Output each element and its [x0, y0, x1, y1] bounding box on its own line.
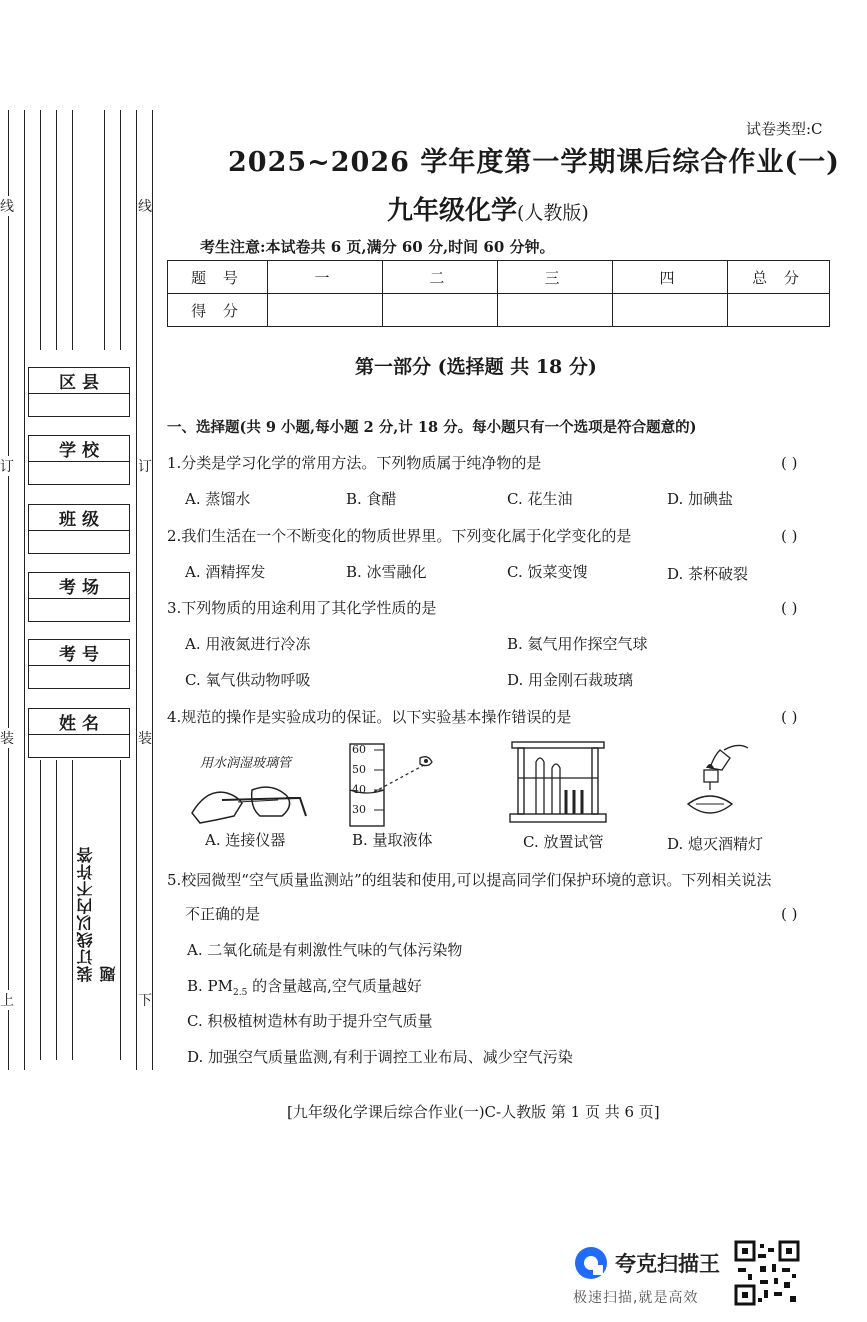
- binding-line: [40, 110, 41, 350]
- option: B. 食醋: [346, 490, 397, 508]
- part-heading: 第一部分 (选择题 共 18 分): [355, 356, 597, 378]
- option: B. 氦气用作探空气球: [507, 635, 648, 653]
- field-label: 区 县: [29, 368, 129, 394]
- section-intro: 一、选择题(共 9 小题,每小题 2 分,计 18 分。每小题只有一个选项是符合题意的): [167, 419, 697, 436]
- field-name[interactable]: [28, 708, 130, 758]
- score-cell: 四: [613, 261, 728, 294]
- question-stem-continued: 不正确的是: [185, 905, 261, 923]
- score-cell: 二: [383, 261, 498, 294]
- figure-connect-instrument: [182, 768, 312, 828]
- exam-notice: 考生注意:本试卷共 6 页,满分 60 分,时间 60 分钟。: [200, 238, 555, 256]
- figure-caption: A. 连接仪器: [205, 831, 286, 849]
- question-stem: 1.分类是学习化学的常用方法。下列物质属于纯净物的是: [167, 454, 542, 472]
- field-district[interactable]: [28, 367, 130, 417]
- scanner-name: 夸克扫描王: [615, 1252, 720, 1276]
- score-table-header-row: [168, 261, 830, 294]
- binding-warning: 装订线以内不许答题: [76, 846, 118, 982]
- subtitle-subject: 九年级化学: [387, 196, 518, 226]
- page-footer: [九年级化学课后综合作业(一)C-人教版 第 1 页 共 6 页]: [287, 1103, 660, 1121]
- binding-line: [120, 760, 121, 1060]
- figure-caption: B. 量取液体: [352, 831, 433, 849]
- score-cell: 题 号: [168, 261, 268, 294]
- binding-line: [56, 760, 57, 1060]
- question-stem: 3.下列物质的用途利用了其化学性质的是: [167, 599, 437, 617]
- cylinder-tick-label: 40: [352, 783, 366, 796]
- binding-mark-left: 上: [0, 990, 14, 1010]
- score-input-cell[interactable]: [498, 294, 613, 327]
- score-cell: 一: [268, 261, 383, 294]
- option: D. 茶杯破裂: [667, 565, 749, 583]
- score-input-cell[interactable]: [268, 294, 383, 327]
- binding-line: [72, 110, 73, 350]
- option-b-tail: 的含量越高,空气质量越好: [247, 977, 422, 995]
- score-table: [167, 260, 830, 327]
- figure-caption: C. 放置试管: [523, 833, 604, 851]
- field-label: 班 级: [29, 505, 129, 531]
- option: A. 蒸馏水: [185, 490, 251, 508]
- subtitle: [387, 190, 589, 227]
- answer-blank[interactable]: ( ): [781, 905, 798, 923]
- binding-mark-left: 装: [0, 728, 14, 748]
- option: D. 加强空气质量监测,有利于调控工业布局、减少空气污染: [187, 1048, 573, 1066]
- binding-mark-right: 装: [138, 728, 152, 748]
- cylinder-tick-label: 30: [352, 803, 366, 816]
- option: A. 二氧化硫是有刺激性气味的气体污染物: [187, 941, 463, 959]
- scanner-slogan: 极速扫描,就是高效: [573, 1290, 699, 1306]
- binding-line: [136, 110, 137, 1070]
- score-cell: 三: [498, 261, 613, 294]
- figure-caption: D. 熄灭酒精灯: [667, 835, 764, 853]
- qr-code-icon: [734, 1240, 800, 1306]
- option: D. 用金刚石裁玻璃: [507, 671, 634, 689]
- paper-type: 试卷类型:C: [746, 120, 823, 138]
- question-stem: 2.我们生活在一个不断变化的物质世界里。下列变化属于化学变化的是: [167, 527, 632, 545]
- score-input-cell[interactable]: [728, 294, 830, 327]
- option: B. 冰雪融化: [346, 563, 427, 581]
- field-class[interactable]: [28, 504, 130, 554]
- binding-line: [120, 110, 121, 350]
- field-label: 姓 名: [29, 709, 129, 735]
- scanner-watermark: [573, 1245, 720, 1307]
- binding-line: [104, 110, 105, 350]
- field-label: 考 场: [29, 573, 129, 599]
- binding-mark-right: 下: [138, 990, 152, 1010]
- option: A. 酒精挥发: [185, 563, 266, 581]
- cylinder-tick-label: 50: [352, 763, 366, 776]
- field-exam-number[interactable]: [28, 639, 130, 689]
- option: C. 花生油: [507, 490, 573, 508]
- question-stem: 4.规范的操作是实验成功的保证。以下实验基本操作错误的是: [167, 708, 572, 726]
- score-cell: 总 分: [728, 261, 830, 294]
- binding-line: [152, 110, 153, 1070]
- answer-blank[interactable]: ( ): [781, 527, 798, 545]
- binding-mark-right: 线: [138, 196, 152, 216]
- field-label: 学 校: [29, 436, 129, 462]
- page-title: 2025~2026 学年度第一学期课后综合作业(一): [228, 147, 840, 178]
- binding-line: [56, 110, 57, 350]
- scanner-logo-icon: [573, 1245, 609, 1281]
- pm-subscript: 2.5: [233, 988, 248, 998]
- option: C. 积极植树造林有助于提升空气质量: [187, 1012, 433, 1030]
- field-label: 考 号: [29, 640, 129, 666]
- answer-blank[interactable]: ( ): [781, 599, 798, 617]
- option: C. 氧气供动物呼吸: [185, 671, 311, 689]
- binding-line: [8, 110, 9, 1070]
- score-input-cell[interactable]: [613, 294, 728, 327]
- figure-a-note: 用水润湿玻璃管: [200, 756, 292, 771]
- binding-mark-right: 订: [138, 456, 152, 476]
- answer-blank[interactable]: ( ): [781, 454, 798, 472]
- cylinder-tick-label: 60: [352, 743, 366, 756]
- binding-line: [40, 760, 41, 1060]
- option-b-text: B. PM: [187, 977, 234, 995]
- field-school[interactable]: [28, 435, 130, 485]
- option: D. 加碘盐: [667, 490, 734, 508]
- binding-line: [24, 110, 25, 1070]
- figure-test-tube-rack: [508, 738, 608, 828]
- subtitle-edition: (人教版): [517, 202, 589, 224]
- option: A. 用液氮进行冷冻: [185, 635, 311, 653]
- score-input-cell[interactable]: [383, 294, 498, 327]
- question-stem: 5.校园微型“空气质量监测站”的组装和使用,可以提高同学们保护环境的意识。下列相关说法: [167, 871, 772, 889]
- binding-mark-left: 线: [0, 196, 14, 216]
- binding-warning-box: [76, 832, 118, 982]
- field-exam-room[interactable]: [28, 572, 130, 622]
- measuring-cylinder-drawing: [344, 740, 434, 830]
- figure-alcohol-lamp: [680, 738, 770, 828]
- binding-line: [72, 760, 73, 1060]
- option: C. 饭菜变馊: [507, 563, 588, 581]
- score-table-score-row: [168, 294, 830, 327]
- answer-blank[interactable]: ( ): [781, 708, 798, 726]
- option: [187, 975, 422, 998]
- score-cell: 得 分: [168, 294, 268, 327]
- binding-mark-left: 订: [0, 456, 14, 476]
